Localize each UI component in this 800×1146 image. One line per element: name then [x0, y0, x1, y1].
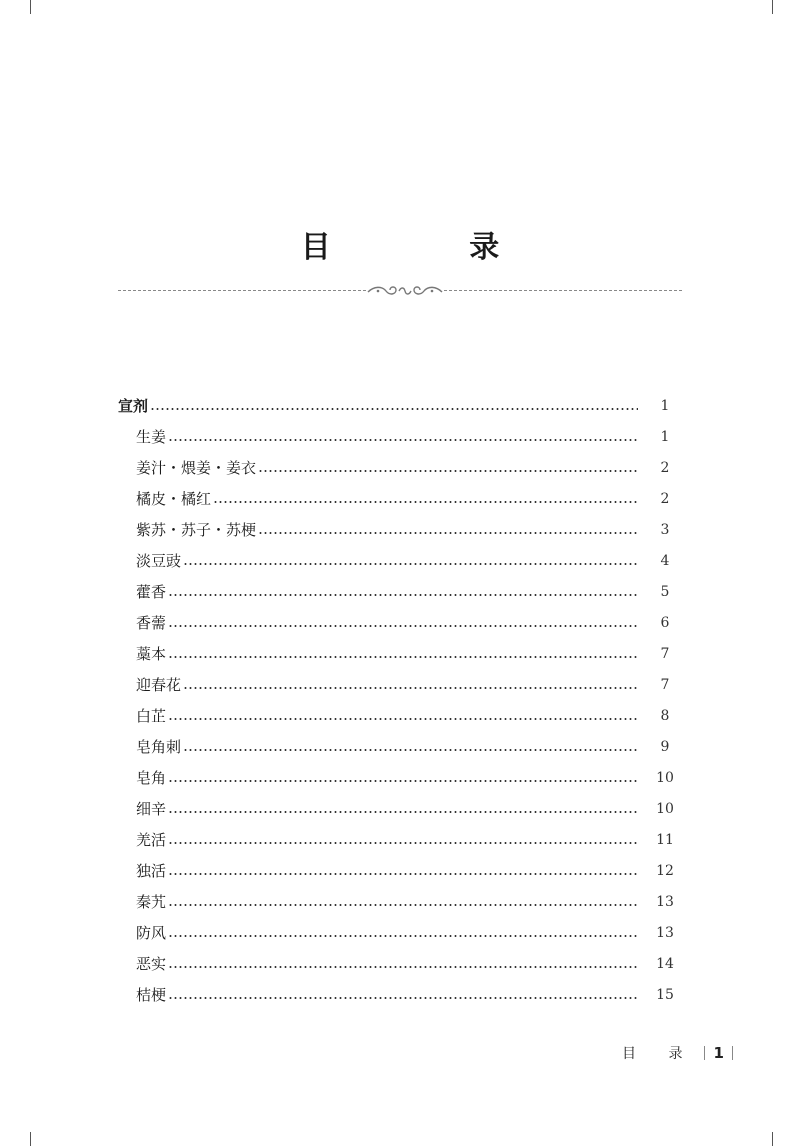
toc-entry-page: 7 — [660, 645, 670, 662]
toc-dot-leader — [183, 687, 638, 689]
toc-entry-label: 藿香 — [136, 583, 167, 601]
toc-entry-label: 宣剂 — [118, 397, 149, 415]
toc-dot-leader — [168, 904, 638, 906]
toc-entry[interactable] — [118, 855, 678, 886]
toc-entry-label: 皂角刺 — [136, 738, 182, 756]
toc-entry-label: 生姜 — [136, 428, 167, 446]
toc-entry[interactable] — [118, 979, 678, 1010]
toc-entry[interactable] — [118, 917, 678, 948]
toc-entry-page: 9 — [660, 738, 670, 755]
toc-entry[interactable] — [118, 576, 678, 607]
toc-entry-label: 桔梗 — [136, 986, 167, 1004]
toc-dot-leader — [183, 749, 638, 751]
toc-entry-page: 10 — [656, 769, 674, 786]
toc-entry-label: 细辛 — [136, 800, 167, 818]
toc-entry-page: 11 — [656, 831, 674, 848]
table-of-contents — [118, 390, 678, 1010]
toc-entry-page: 15 — [656, 986, 674, 1003]
toc-entry[interactable] — [118, 514, 678, 545]
toc-entry-label: 秦艽 — [136, 893, 167, 911]
toc-dot-leader — [150, 408, 638, 410]
toc-entry[interactable] — [118, 824, 678, 855]
toc-entry[interactable] — [118, 669, 678, 700]
page-title: 目 录 — [300, 230, 564, 265]
toc-dot-leader — [168, 842, 638, 844]
toc-entry-label: 迎春花 — [136, 676, 182, 694]
toc-entry-page: 14 — [656, 955, 674, 972]
toc-dot-leader — [168, 811, 638, 813]
toc-entry-page: 4 — [660, 552, 670, 569]
toc-entry-page: 10 — [656, 800, 674, 817]
toc-dot-leader — [168, 594, 638, 596]
toc-entry[interactable] — [118, 421, 678, 452]
toc-entry-page: 1 — [660, 428, 670, 445]
crop-mark-bottom-left — [30, 1132, 31, 1146]
title-rule-left — [118, 290, 366, 291]
toc-entry-label: 恶实 — [136, 955, 167, 973]
toc-entry-page: 2 — [660, 459, 670, 476]
toc-dot-leader — [168, 873, 638, 875]
toc-entry-label: 羌活 — [136, 831, 167, 849]
toc-entry-page: 7 — [660, 676, 670, 693]
title-rule-right — [444, 290, 682, 291]
toc-dot-leader — [168, 935, 638, 937]
toc-entry-page: 6 — [660, 614, 670, 631]
toc-entry-label: 独活 — [136, 862, 167, 880]
toc-entry[interactable] — [118, 607, 678, 638]
toc-dot-leader — [168, 439, 638, 441]
toc-entry-label: 香薷 — [136, 614, 167, 632]
toc-entry[interactable] — [118, 948, 678, 979]
toc-entry-label: 姜汁・煨姜・姜衣 — [136, 459, 257, 477]
toc-dot-leader — [258, 532, 638, 534]
toc-entry-label: 紫苏・苏子・苏梗 — [136, 521, 257, 539]
toc-dot-leader — [168, 997, 638, 999]
toc-entry-page: 1 — [660, 397, 670, 414]
toc-entry-label: 橘皮・橘红 — [136, 490, 212, 508]
footer-label: 目 录 — [622, 1046, 697, 1062]
toc-entry[interactable] — [118, 545, 678, 576]
toc-entry-page: 3 — [660, 521, 670, 538]
crop-mark-bottom-right — [772, 1132, 773, 1146]
toc-dot-leader — [168, 625, 638, 627]
toc-entry[interactable] — [118, 731, 678, 762]
toc-entry[interactable] — [118, 886, 678, 917]
page-footer — [622, 1043, 741, 1063]
toc-entry-page: 13 — [656, 924, 674, 941]
toc-entry-label: 藁本 — [136, 645, 167, 663]
toc-dot-leader — [168, 656, 638, 658]
toc-entry[interactable] — [118, 452, 678, 483]
footer-divider-right — [732, 1046, 733, 1060]
toc-dot-leader — [258, 470, 638, 472]
toc-entry-page: 13 — [656, 893, 674, 910]
toc-entry[interactable] — [118, 762, 678, 793]
toc-section[interactable] — [118, 390, 678, 421]
toc-entry-page: 5 — [660, 583, 670, 600]
footer-divider — [704, 1046, 705, 1060]
crop-mark-top-left — [30, 0, 31, 14]
toc-dot-leader — [168, 718, 638, 720]
toc-entry-page: 12 — [656, 862, 674, 879]
toc-entry[interactable] — [118, 483, 678, 514]
toc-entry-page: 8 — [660, 707, 670, 724]
toc-entry[interactable] — [118, 793, 678, 824]
toc-dot-leader — [168, 780, 638, 782]
toc-entry-label: 防风 — [136, 924, 167, 942]
toc-entry[interactable] — [118, 700, 678, 731]
toc-entry-label: 皂角 — [136, 769, 167, 787]
toc-dot-leader — [183, 563, 638, 565]
scroll-ornament-icon — [366, 282, 444, 300]
toc-entry-label: 淡豆豉 — [136, 552, 182, 570]
toc-entry-label: 白芷 — [136, 707, 167, 725]
crop-mark-top-right — [772, 0, 773, 14]
toc-dot-leader — [168, 966, 638, 968]
footer-page-number: 1 — [713, 1044, 724, 1062]
toc-dot-leader — [213, 501, 638, 503]
toc-entry-page: 2 — [660, 490, 670, 507]
toc-entry[interactable] — [118, 638, 678, 669]
